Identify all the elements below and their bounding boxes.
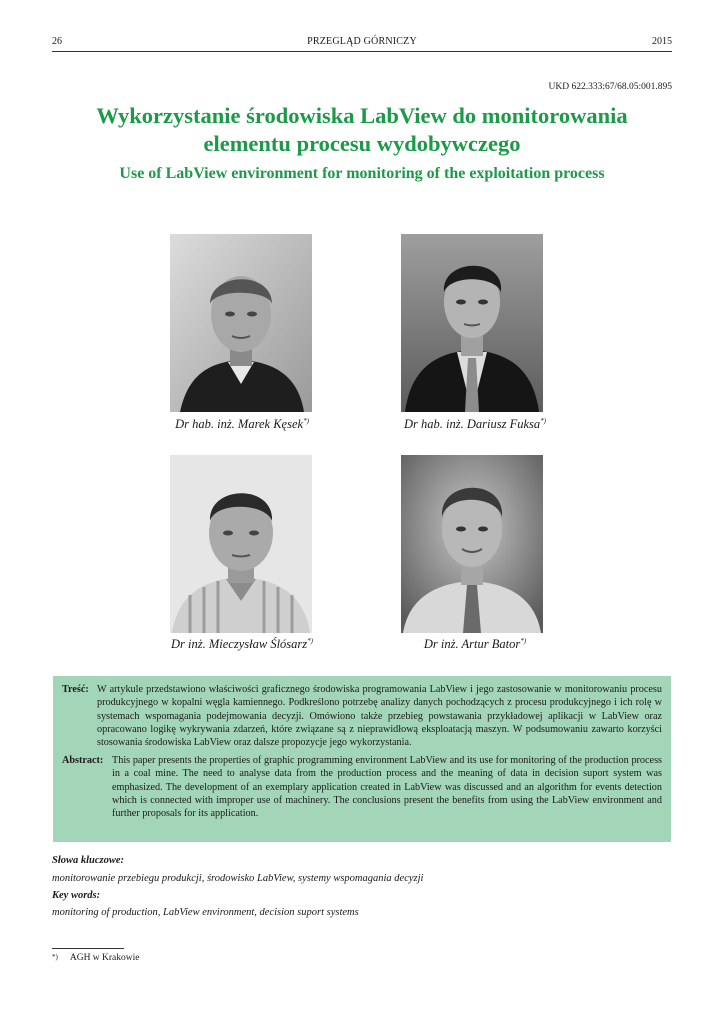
author-photo-3 <box>170 455 312 633</box>
ukd-classification: UKD 622.333:67/68.05:001.895 <box>548 82 672 92</box>
title-english: Use of LabView environment for monitoring of the exploitation process <box>119 165 605 182</box>
affiliation-mark: *) <box>520 637 527 645</box>
abstract-label: Abstract: <box>62 755 104 766</box>
abstract-paragraph <box>62 754 662 820</box>
abstract-box <box>53 676 671 842</box>
author-caption-3 <box>142 637 342 652</box>
author-caption-4 <box>375 637 575 652</box>
page-number: 26 <box>52 36 62 47</box>
abstract-text: This paper presents the properties of graphic programming environment LabView and its use for monitoring of the production process in a coal mine. The need to analyse data from the production process and the meaning of data in decision suport system was emphasized. The development of an exemplary application created in LabView was discussed and an algorithm for events detection which is connected with improper use of machinery. The conclusions present the benefits from using the LabView environment and further proposals for its application. <box>112 755 662 820</box>
author-photo-4 <box>401 455 543 633</box>
affiliation-mark: *) <box>303 417 309 425</box>
keywords-en-label: Key words: <box>52 890 101 901</box>
author-caption-1 <box>142 417 342 432</box>
journal-name: PRZEGLĄD GÓRNICZY <box>307 36 417 47</box>
author-name: Dr inż. Artur Bator <box>423 637 521 652</box>
author-name: Dr hab. inż. Marek Kęsek <box>175 417 304 432</box>
author-name: Dr hab. inż. Dariusz Fuksa <box>404 417 541 432</box>
keywords-pl-text: monitorowanie przebiegu produkcji, środowisko LabView, systemy wspomagania decyzji <box>52 873 424 884</box>
tresc-label: Treść: <box>62 684 89 695</box>
keywords-en-text: monitoring of production, LabView environment, decision suport systems <box>52 907 359 918</box>
tresc-text: W artykule przedstawiono właściwości graficznego środowiska programowania LabView i jego zastosowanie w monitorowaniu procesu produkcyjnego w kopalni węgla kamiennego. Podkreślono potrzebę analizy danych pochodzących z procesu produkcyjnego i ich rolę w systemach wspomagania podejmowania decyzji. Omówiono także przebieg powstawania przykładowej aplikacji w LabView oraz opracowano logikę wykrywania zdarzeń, które związane są z nieprawidłową eksploatacją maszyn. W podsumowaniu zawarto korzyści stosowania środowiska LabView oraz dalsze propozycje jego wykorzystania. <box>97 684 662 749</box>
keywords-pl-label: Słowa kluczowe: <box>52 855 125 866</box>
affiliation-mark: *) <box>540 417 546 425</box>
header-divider <box>52 51 672 52</box>
title-polish: Wykorzystanie środowiska LabView do monitorowania elementu procesu wydobywczego <box>96 103 628 156</box>
footnote-text: AGH w Krakowie <box>69 953 140 963</box>
author-photo-1 <box>170 234 312 412</box>
author-caption-2 <box>375 417 575 432</box>
affiliation-mark: *) <box>307 637 313 645</box>
footnote <box>52 953 140 963</box>
running-header <box>52 36 672 50</box>
footnote-mark: *) <box>52 953 58 961</box>
author-photo-2 <box>401 234 543 412</box>
tresc-paragraph <box>62 683 662 749</box>
author-name: Dr inż. Mieczysław Ślósarz <box>171 637 308 652</box>
footnote-divider <box>52 948 124 949</box>
journal-year: 2015 <box>652 36 672 47</box>
